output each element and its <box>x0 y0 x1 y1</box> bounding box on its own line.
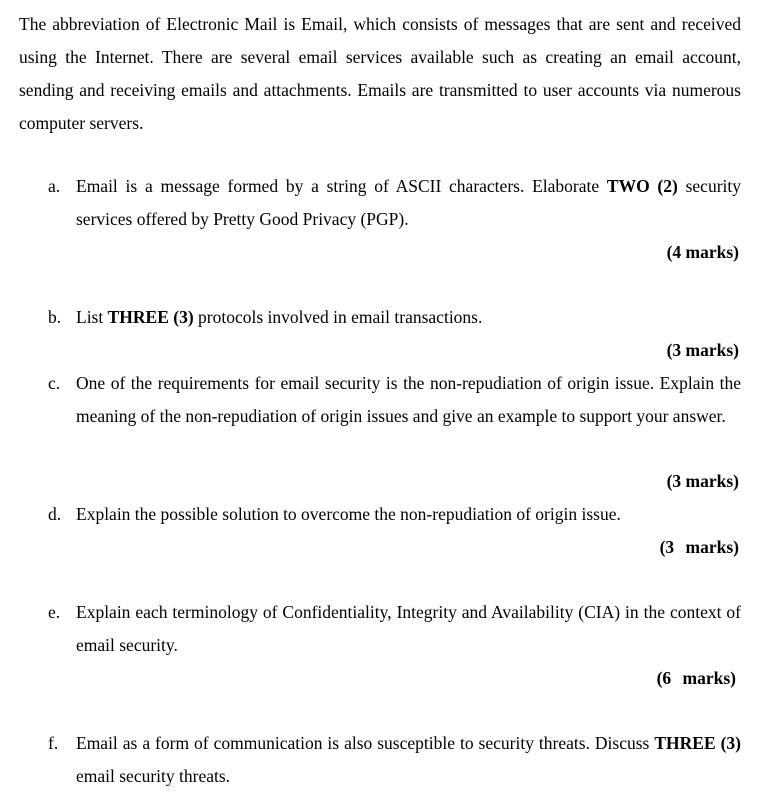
question-f-bold: THREE (3) <box>654 733 741 753</box>
question-c-text: One of the requirements for email security is the non-repudiation of origin issue. Explain the meaning of the non-repudiation of origin issues and give an example to support your answer. <box>76 373 741 426</box>
question-b-label: b. <box>48 307 62 327</box>
question-b-text <box>76 301 741 334</box>
question-e-label: e. <box>48 602 61 622</box>
question-d-text: Explain the possible solution to overcome the non-repudiation of origin issue. <box>76 504 621 524</box>
intro-paragraph: The abbreviation of Electronic Mail is Email, which consists of messages that are sent and received using the Internet. There are several email services available such as creating an email account, sending and receiving emails and attachments. Emails are transmitted to user accounts via numerous computer servers. <box>19 14 741 133</box>
question-a-bold: TWO (2) <box>606 176 678 196</box>
question-f-text-pre: Email as a form of communication is also susceptible to security threats. Discuss <box>76 733 655 753</box>
question-f-text <box>76 727 741 793</box>
question-f-label: f. <box>48 733 59 753</box>
question-c-marks: (3 marks) <box>666 471 739 491</box>
question-c-label: c. <box>48 373 61 393</box>
question-a-marks: (4 marks) <box>666 242 739 262</box>
question-e-marks: (6 marks) <box>656 668 736 688</box>
question-d-marks: (3 marks) <box>659 537 739 557</box>
question-a-text-post: security services offered by Pretty Good Privacy (PGP). <box>76 176 741 229</box>
question-d-label: d. <box>48 504 62 524</box>
question-f-text-post: email security threats. <box>76 766 231 786</box>
question-b-marks: (3 marks) <box>666 340 739 360</box>
question-a-text-pre: Email is a message formed by a string of ASCII characters. Elaborate <box>76 176 607 196</box>
question-a-text <box>76 170 741 236</box>
question-b-text-post: protocols involved in email transactions. <box>193 307 483 327</box>
question-a-label: a. <box>48 176 61 196</box>
question-e-text: Explain each terminology of Confidentiality, Integrity and Availability (CIA) in the context of email security. <box>76 602 741 655</box>
question-b-text-pre: List <box>76 307 108 327</box>
question-b-bold: THREE (3) <box>107 307 194 327</box>
